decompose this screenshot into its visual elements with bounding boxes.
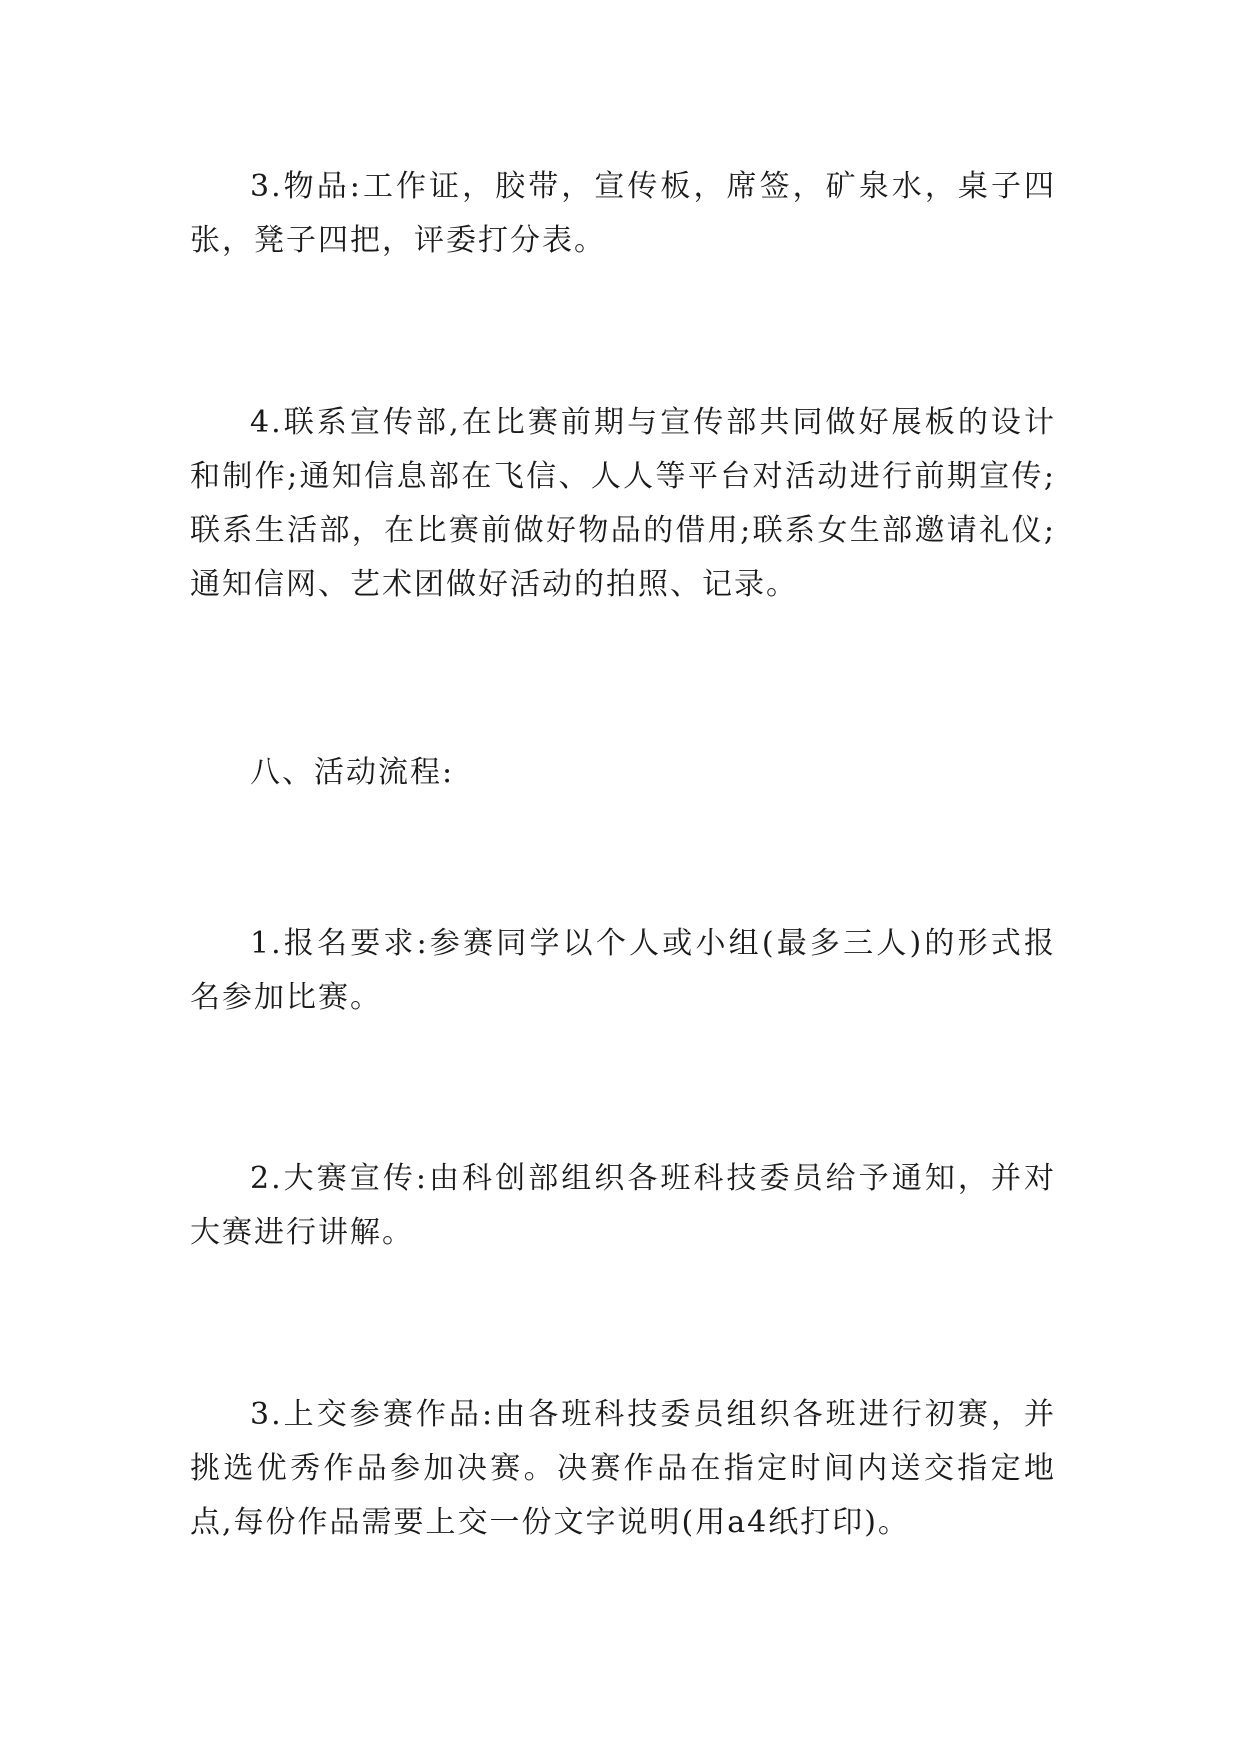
paragraph-registration: 1.报名要求:参赛同学以个人或小组(最多三人)的形式报名参加比赛。 (190, 926, 1056, 1015)
paragraph-materials: 3.物品:工作证，胶带，宣传板，席签，矿泉水，桌子四张，凳子四把，评委打分表。 (190, 169, 1056, 258)
paragraph-publicity: 2.大赛宣传:由科创部组织各班科技委员给予通知，并对大赛进行讲解。 (190, 1161, 1056, 1250)
paragraph-submission: 3.上交参赛作品:由各班科技委员组织各班进行初赛，并挑选优秀作品参加决赛。决赛作品在指定时间内送交指定地点,每份作品需要上交一份文字说明(用a4纸打印)。 (190, 1397, 1056, 1540)
section-heading-activity-process: 八、活动流程: (250, 755, 455, 790)
paragraph-contact-departments: 4.联系宣传部,在比赛前期与宣传部共同做好展板的设计和制作;通知信息部在飞信、人人等平台对活动进行前期宣传;联系生活部，在比赛前做好物品的借用;联系女生部邀请礼仪;通知信网、艺术团做好活动的拍照、记录。 (190, 405, 1056, 602)
